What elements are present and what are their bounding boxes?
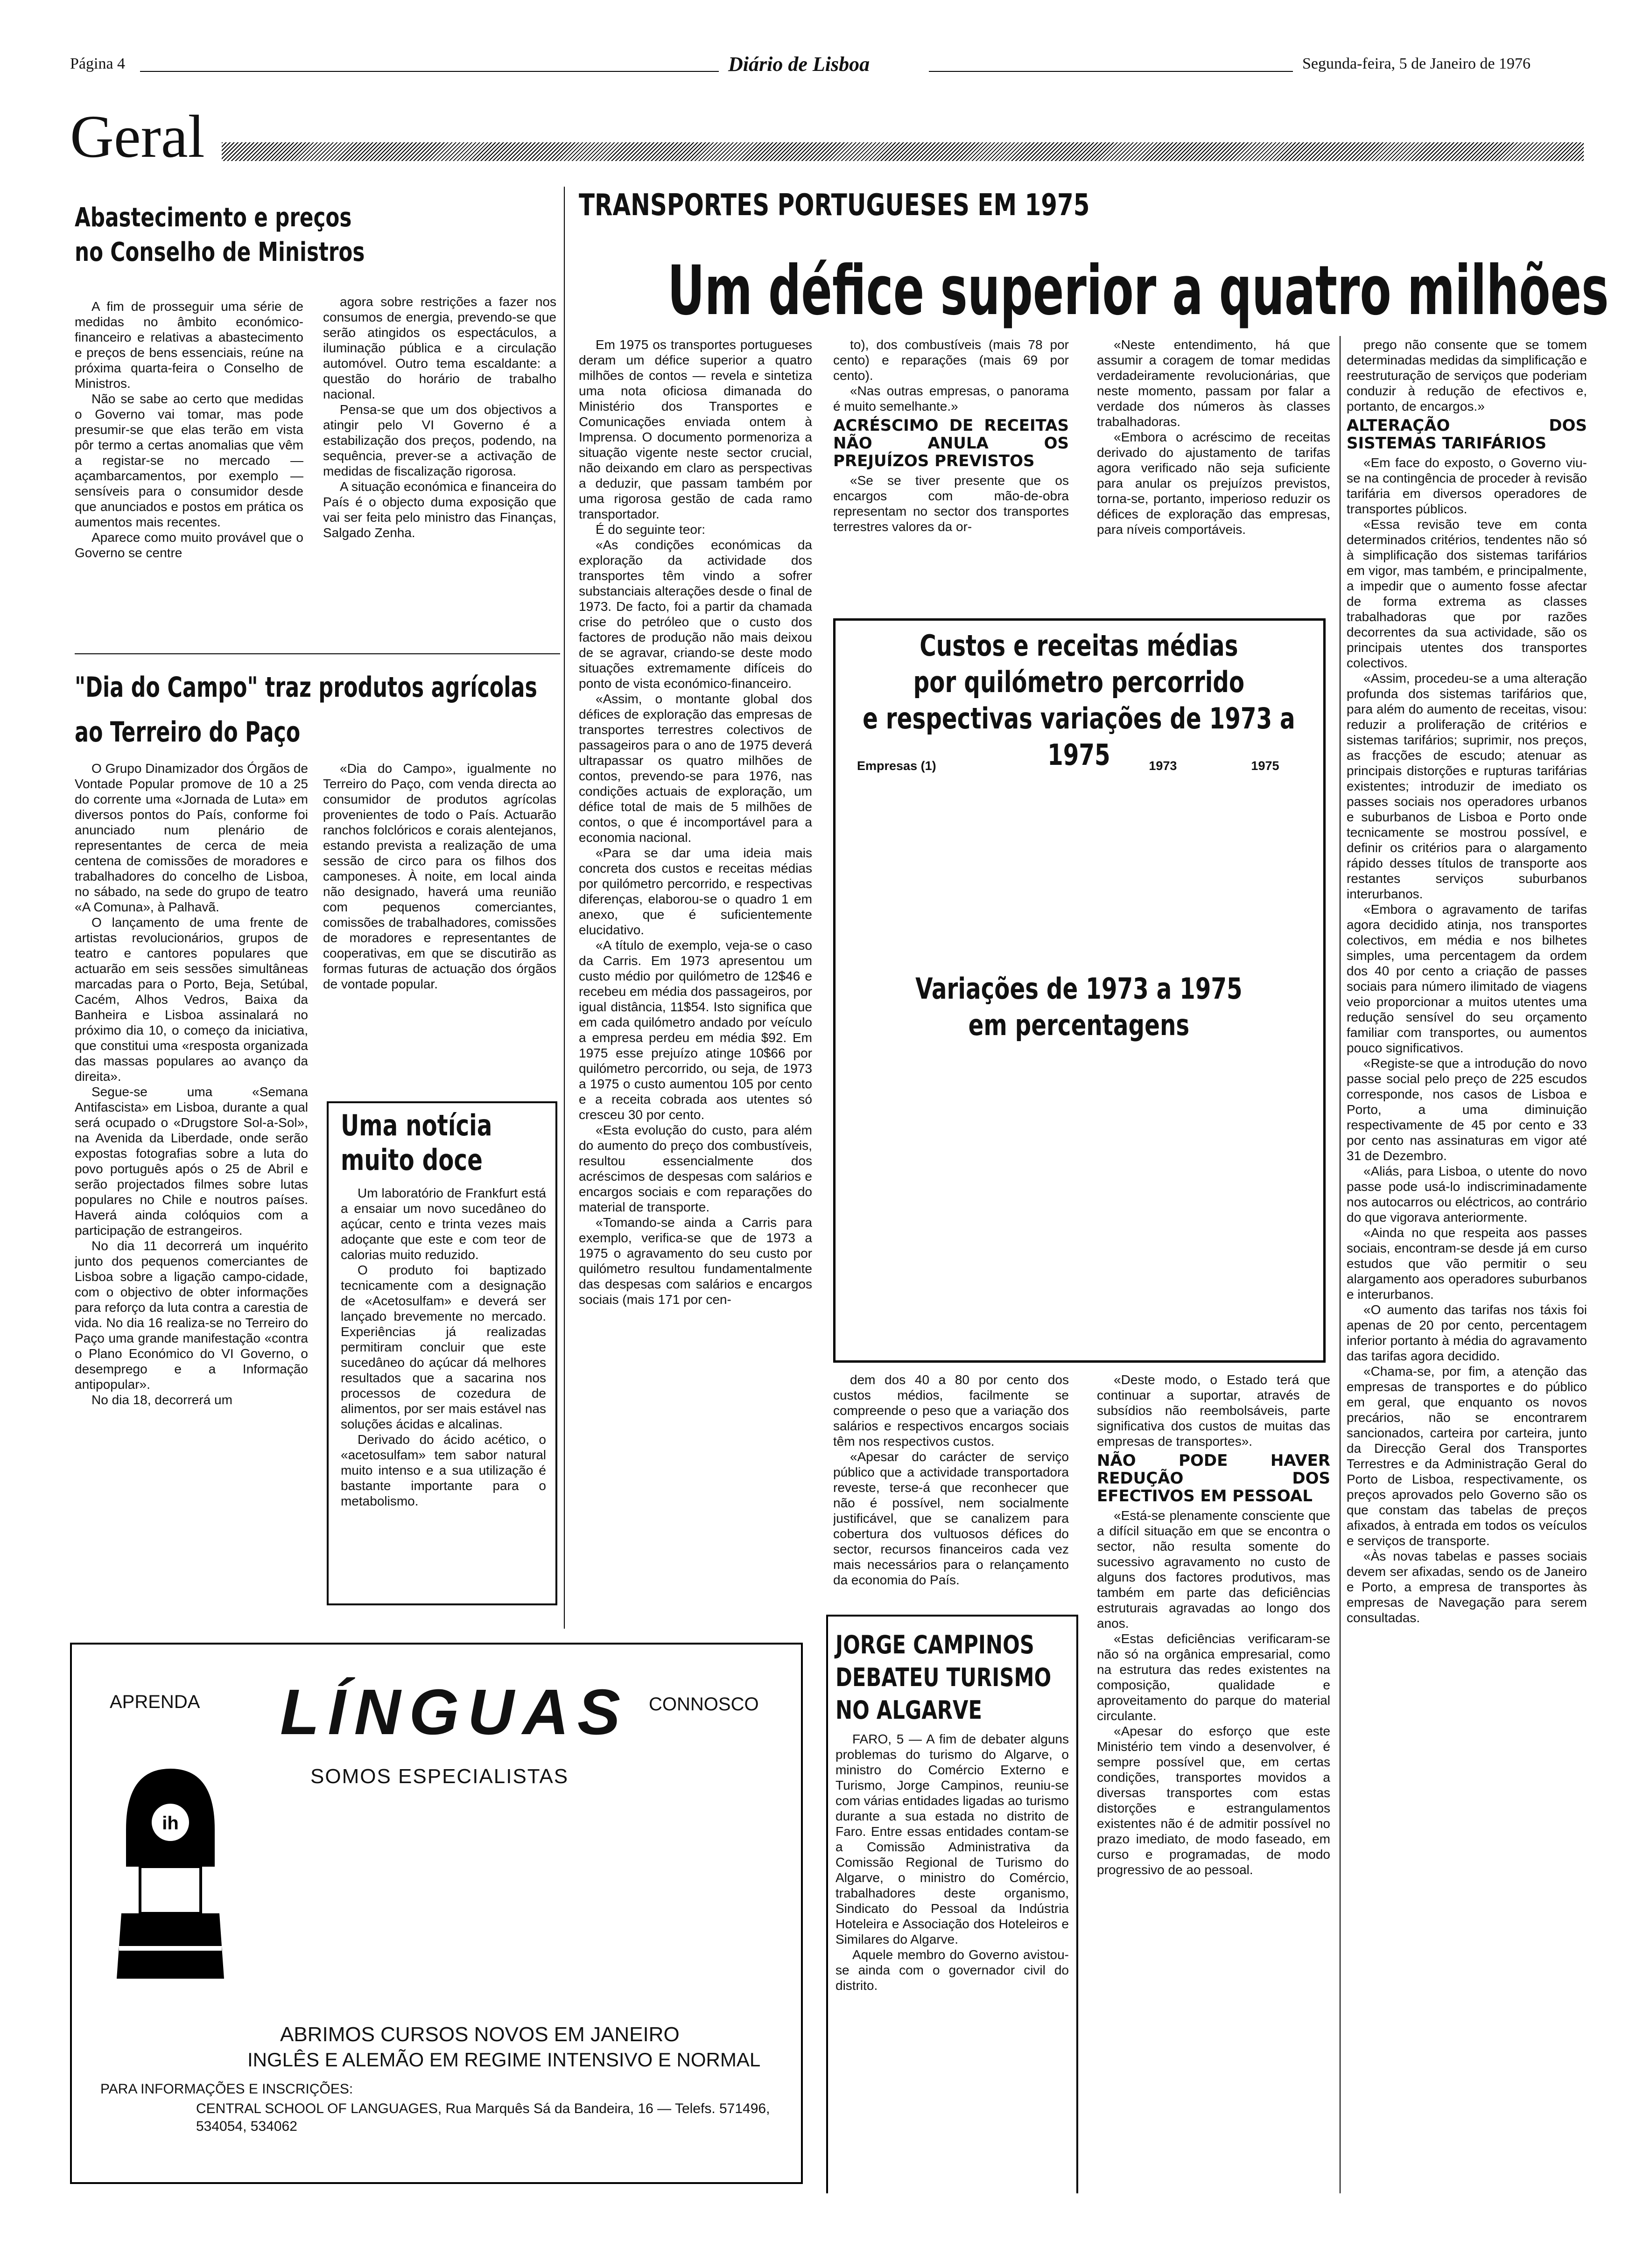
campinos-title-line3: NO ALGARVE — [836, 1695, 982, 1725]
sweetener-paragraph: Derivado do ácido acético, o «acetosulfam» tem sabor natural muito intenso e a sua utilização é bastante importante para o metabolismo. — [341, 1432, 546, 1508]
table1-head-company: Empresas (1) — [857, 759, 936, 773]
article1-bottom-rule — [75, 653, 560, 654]
article1-paragraph: A situação económica e financeira do País é o objecto duma exposição que vai ser feita pelo ministro das Finanças, Salgado Zenha. — [323, 479, 556, 540]
header-rule-right — [929, 71, 1293, 72]
guard-illustration — [107, 1759, 233, 1979]
ad-learn: APRENDA — [110, 1692, 200, 1712]
main-col3-top — [1097, 337, 1330, 608]
sweetener-paragraph: O produto foi baptizado tecnicamente com a designação de «Acetosulfam» e deverá ser lançado brevemente no mercado. Experiências já realizadas permitiram concluir que este sucedâneo do açúcar dá melhores resultados que a sacarina nos processos de cozedura de alimentos, por ser mais estável nas soluções ácidas e alcalinas. — [341, 1263, 546, 1431]
guard-face — [140, 1867, 201, 1913]
article2-paragraph: O Grupo Dinamizador dos Órgãos de Vontade Popular promove de 10 a 25 do corrente uma «Jornada de Luta» em diversos pontos do País, conforme foi anunciado num plenário de representantes de cerca de meia centena de comissões de moradores e trabalhadores do concelho de Lisboa, no sábado, na sede do grupo de teatro «A Comuna», à Palhavã. — [75, 761, 308, 914]
column-rule-main — [564, 187, 565, 1629]
page-date: Segunda-feira, 5 de Janeiro de 1976 — [1302, 55, 1531, 72]
main-paragraph: «Assim, procedeu-se a uma alteração profunda dos sistemas tarifários que, para além do aumento de receitas, visou: reduzir a proliferação de critérios e sistemas tarifários; suprimir, nos preços, as fracções de escudo; atenuar as principais distorções e rupturas tarifárias existentes; introduzir de imediato os passes sociais nos operadores urbanos e suburbanos de Lisboa e Porto onde tecnicamente se mostrou possível, e definir os critérios para o alargamento rápido desses títulos de transporte aos restantes serviços suburbanos interurbanos. — [1347, 671, 1587, 901]
ad-with-us: CONNOSCO — [649, 1694, 759, 1715]
main-paragraph: «Registe-se que a introdução do novo passe social pelo preço de 225 escudos corresponde, nos casos de Lisboa e Porto, a uma diminuição respectivamente de 45 por cento e 33 por cento nas assinaturas em vigor até 31 de Dezembro. — [1347, 1056, 1587, 1163]
sweetener-text — [341, 1185, 546, 1596]
article2-paragraph: «Dia do Campo», igualmente no Terreiro do Paço, com venda directa ao consumidor de produtos agrícolas provenientes de todo o País. Actuarão ranchos folclóricos e corais alentejanos, estando prevista a realização de uma sessão de circo para os filhos dos camponeses. À noite, em local ainda não designado, haverá uma reunião com pequenos comerciantes, comissões de trabalhadores, comissões de moradores e representantes de cooperativas, em que se discutirão as formas futuras de actuação dos órgãos de vontade popular. — [323, 761, 556, 991]
main-col4 — [1347, 337, 1587, 2185]
main-paragraph: «Aliás, para Lisboa, o utente do novo passe pode usá-lo indiscriminadamente nos autocarros ou eléctricos, ao contrário do que vigorava anteriormente. — [1347, 1164, 1587, 1225]
header-rule-left — [140, 71, 719, 72]
main-paragraph: «Está-se plenamente consciente que a difícil situação em que se encontra o sector, não resulta somente do sucessivo agravamento no custo de alguns dos factores produtivos, mas também em parte das deficiências estruturais agravadas ao longo dos anos. — [1097, 1508, 1330, 1631]
table1-title-line3: e respectivas variações de 1973 a 1975 — [863, 701, 1295, 772]
main-paragraph: «As condições económicas da exploração da actividade dos transportes têm vindo a sofrer substanciais alterações desde o final de 1973. De facto, foi a partir da chamada crise do petróleo que o custo dos factores de produção não mais deixou de se agravar, criando-se deste modo situações extremamente difíceis do ponto de vista económico-financeiro. — [579, 538, 812, 691]
article2-paragraph: No dia 11 decorrerá um inquérito junto dos pequenos comerciantes de Lisboa sobre a ligação campo-cidade, com o objectivo de obter informações para reforço da luta contra a carestia de vida. No dia 16 realiza-se no Terreiro do Paço uma grande manifestação «contra o Plano Económico do VI Governo, o desemprego e a Informação antipopular». — [75, 1239, 308, 1392]
subhead-tarifarios: ALTERAÇÃO DOS SISTEMAS TARIFÁRIOS — [1347, 416, 1587, 453]
article2-title-line1: "Dia do Campo" traz produtos agrícolas — [75, 671, 537, 704]
article1-title-line1: Abastecimento e preços — [75, 203, 352, 233]
article1-paragraph: A fim de prosseguir uma série de medidas no âmbito económico-financeiro e relativas a abastecimento e preços de bens essenciais, reúne na próxima quarta-feira o Conselho de Ministros. — [75, 299, 303, 391]
main-col1 — [579, 337, 812, 1625]
page-number: Página 4 — [70, 55, 126, 72]
subhead-receitas: ACRÉSCIMO DE RECEITAS NÃO ANULA OS PREJUÍZOS PREVISTOS — [833, 416, 1069, 470]
section-hatch-bar — [222, 142, 1584, 161]
article2-title — [75, 665, 537, 755]
newspaper-name: Diário de Lisboa — [728, 53, 870, 76]
column-rule-right — [1340, 336, 1341, 2193]
table2-title — [850, 971, 1308, 1043]
main-paragraph: «Para se dar uma ideia mais concreta dos custos e receitas médias por quilómetro percorrido, e respectivas diferenças, elaborou-se o quadro 1 em anexo, que é suficientemente elucidativo. — [579, 846, 812, 937]
main-paragraph: «Apesar do esforço que este Ministério tem vindo a desenvolver, é sempre possível que, em certas condições, transportes movidos a diversas transportes com estas distorções e estrangulamentos existentes não é de admitir possível no prazo imediato, de modo faseado, em curso e programadas, de modo progressivo de ao pessoal. — [1097, 1724, 1330, 1877]
main-paragraph: «Embora o acréscimo de receitas derivado do ajustamento de tarifas agora verificado não seja suficiente para anular os prejuízos previstos, torna-se, portanto, imperioso reduzir os défices de exploração das empresas, para níveis comportáveis. — [1097, 430, 1330, 537]
article1-col1 — [75, 299, 303, 639]
ad-info-line1: PARA INFORMAÇÕES E INSCRIÇÕES: — [100, 2081, 353, 2097]
main-paragraph: «Apesar do carácter de serviço público que a actividade transportadora reveste, terse-á que reconhecer que não é possível, nem socialmente justificável, que se canalizem para cobertura dos vultuosos défices do sector, recursos financeiros cada vez mais necessários para o relançamento da economia do País. — [833, 1449, 1069, 1587]
table1-title-line1: Custos e receitas médias — [920, 629, 1238, 663]
article1-paragraph: Pensa-se que um dos objectivos a atingir pelo VI Governo é a estabilização dos preços, podendo, na sequência, prever-se a activação de medidas de fiscalização rigorosa. — [323, 402, 556, 478]
sweetener-title-line1: Uma notícia — [341, 1108, 492, 1142]
article1-paragraph: Aparece como muito provável que o Governo se centre — [75, 530, 303, 560]
main-col3-bottom — [1097, 1372, 1330, 2268]
article1-title — [75, 201, 365, 270]
main-paragraph: «Em face do exposto, o Governo viu-se na contingência de proceder à revisão tarifária em diversos operadores de transportes públicos. — [1347, 455, 1587, 516]
article1-title-line2: no Conselho de Ministros — [75, 237, 365, 267]
sweetener-title-line2: muito doce — [341, 1143, 483, 1177]
main-paragraph: «Se se tiver presente que os encargos com mão-de-obra representam no sector dos transportes terrestres valores da or- — [833, 473, 1069, 534]
main-paragraph: Em 1975 os transportes portugueses deram um défice superior a quatro milhões de contos — revela e sintetiza uma nota oficiosa dimanada do Ministério dos Transportes e Comunicações enviada ontem à Imprensa. O documento pormenoriza a situação vigente neste sector crucial, não deixando em claro as perspectivas a deduzir, que passam também por uma rigorosa gestão de cada ramo transportador. — [579, 337, 812, 521]
article2-paragraph: Segue-se uma «Semana Antifascista» em Lisboa, durante a qual será ocupado o «Drugstore Sol-a-Sol», na Avenida da Liberdade, onde serão expostas fotografias sobre a luta do povo português após o 25 de Abril e serão projectados filmes sobre lutas populares no Chile e noutros países. Haverá ainda colóquios com a participação de estrangeiros. — [75, 1085, 308, 1238]
table-notes — [854, 1206, 1312, 1356]
article1-col2 — [323, 294, 556, 635]
article2-title-line2: ao Terreiro do Paço — [75, 716, 301, 749]
main-paragraph: «Embora o agravamento de tarifas agora decidido atinja, nos transportes colectivos, em média e nos bilhetes simples, uma percentagem da ordem dos 40 por cento a criação de passes sociais para número ilimitado de viagens veio proporcionar a muitos utentes uma redução sensível do seu orçamento familiar com transportes, ou aumentos pouco significativos. — [1347, 902, 1587, 1055]
campinos-title-line1: JORGE CAMPINOS — [836, 1630, 1034, 1659]
main-paragraph: «Esta evolução do custo, para além do aumento do preço dos combustíveis, resultou essencialmente dos acréscimos de despesas com salários e encargos sociais e com reparações do material de transporte. — [579, 1123, 812, 1214]
main-paragraph: «Essa revisão teve em conta determinados critérios, tendentes não só à simplificação dos sistemas tarifários em vigor, mas também, e principalmente, a impedir que o aumento fosse afectar de forma extrema as classes trabalhadoras que por razões decorrentes da sua actividade, são os principais utentes dos transportes colectivos. — [1347, 517, 1587, 670]
article2-col1 — [75, 761, 308, 1624]
main-paragraph: É do seguinte teor: — [596, 522, 706, 537]
table1-head-1975: 1975 — [1251, 759, 1279, 773]
campinos-text — [836, 1731, 1069, 2184]
article2-paragraph: O lançamento de uma frente de artistas revolucionários, grupos de teatro e cantores populares que actuarão em seis sessões simultâneas marcadas para o Porto, Beja, Setúbal, Cacém, Alhos Vedros, Baixa da Banheira e Lisboa assinalará no próximo dia 10, o começo da iniciativa, que constitui uma «resposta organizada das massas populares ao avanço da direita». — [75, 915, 308, 1084]
table1-head-1973: 1973 — [1149, 759, 1177, 773]
main-paragraph: prego não consente que se tomem determinadas medidas da simplificação e reestruturação de serviços que poderiam conduzir à redução de efectivos e, portanto, de encargos.» — [1347, 337, 1587, 413]
section-title: Geral — [70, 103, 205, 170]
campinos-title — [836, 1629, 1051, 1727]
sweetener-title — [341, 1108, 492, 1177]
main-paragraph: «Neste entendimento, há que assumir a coragem de tomar medidas verdadeiramente revolucionárias, que neste momento, passam por falar a verdade dos números às classes trabalhadoras. — [1097, 337, 1330, 429]
table1-title-line2: por quilómetro percorrido — [913, 665, 1245, 699]
ad-info-line2: CENTRAL SCHOOL OF LANGUAGES, Rua Marquês Sá da Bandeira, 16 — Telefs. 571496, 534054, 534062 — [196, 2101, 770, 2134]
ad-open-line1: ABRIMOS CURSOS NOVOS EM JANEIRO — [280, 2023, 680, 2046]
sweetener-paragraph: Um laboratório de Frankfurt está a ensaiar um novo sucedâneo do açúcar, cento e trinta vezes mais adoçante que este e com teor de calorias muito reduzido. — [341, 1186, 546, 1262]
campinos-title-line2: DEBATEU TURISMO — [836, 1663, 1052, 1692]
article2-col2 — [323, 761, 556, 1078]
main-paragraph: «Deste modo, o Estado terá que continuar a suportar, através de subsídios não reembolsáveis, parte significativa dos custos de muitas das empresas de transportes». — [1097, 1372, 1330, 1449]
main-paragraph: to), dos combustíveis (mais 78 por cento) e reparações (mais 69 por cento). — [833, 337, 1069, 383]
article2-paragraph: No dia 18, decorrerá um — [91, 1393, 232, 1407]
campinos-paragraph: FARO, 5 — A fim de debater alguns problemas do turismo do Algarve, o ministro do Comércio Externo e Turismo, Jorge Campinos, reuniu-se com várias entidades ligadas ao turismo durante a sua estada no distrito de Faro. Entre essas entidades contam-se a Comissão Administrativa da Comissão Regional de Turismo do Algarve, o ministro do Comércio, trabalhadores deste organismo, Sindicato do Pessoal da Indústria Hoteleira e Associação dos Hoteleiros e Similares do Algarve. — [836, 1732, 1069, 1946]
table1 — [854, 758, 1316, 774]
table1-title — [850, 628, 1308, 773]
ad-languages: LÍNGUAS — [280, 1676, 629, 1748]
ih-logo: ih — [162, 1813, 179, 1834]
table2-title-line1: Variações de 1973 a 1975 — [915, 972, 1243, 1006]
main-paragraph: «Ainda no que respeita aos passes sociais, encontram-se desde já em curso estudos que vão permitir o seu alargamento aos operadores suburbanos e interurbanos. — [1347, 1225, 1587, 1302]
table2-title-line2: em percentagens — [968, 1008, 1190, 1042]
main-col2-bottom — [833, 1372, 1069, 1605]
main-kicker: TRANSPORTES PORTUGUESES EM 1975 — [579, 188, 1090, 223]
main-paragraph: dem dos 40 a 80 por cento dos custos médios, facilmente se compreende o peso que a variação dos salários e respectivos encargos sociais têm nos respectivos custos. — [833, 1372, 1069, 1449]
main-paragraph: «Assim, o montante global dos défices de exploração das empresas de transportes terrestres colectivos de passageiros para o ano de 1975 deverá ultrapassar os quatro milhões de contos, prevendo-se para 1976, nas condições actuais de exploração, um défice total de mais de 5 milhões de contos, o que é incomportável para a economia nacional. — [579, 692, 812, 845]
main-paragraph: «Tomando-se ainda a Carris para exemplo, verifica-se que de 1973 a 1975 o agravamento do seu custo por quilómetro resultou fundamentalmente das despesas com salários e encargos sociais (mais 171 por cen- — [579, 1215, 812, 1307]
campinos-paragraph: Aquele membro do Governo avistou-se ainda com o governador civil do distrito. — [836, 1947, 1069, 1993]
main-headline: Um défice superior a quatro milhões — [667, 251, 1609, 330]
ad-specialists: SOMOS ESPECIALISTAS — [310, 1765, 569, 1788]
ad-open-line2: INGLÊS E ALEMÃO EM REGIME INTENSIVO E NORMAL — [247, 2049, 761, 2071]
subhead-efectivos: NÃO PODE HAVER REDUÇÃO DOS EFECTIVOS EM PESSOAL — [1097, 1451, 1330, 1505]
main-paragraph: «A título de exemplo, veja-se o caso da Carris. Em 1973 apresentou um custo médio por quilómetro de 12$46 e recebeu em média dos passageiros, por igual distância, 11$54. Isto significa que em cada quilómetro andado por veículo a empresa perdeu em média $92. Em 1975 esse prejuízo atinge 10$66 por quilómetro percorrido, ou seja, de 1973 a 1975 o custo aumentou 105 por cento e a receita cobrada aos utentes só cresceu 30 por cento. — [579, 938, 812, 1122]
article1-paragraph: agora sobre restrições a fazer nos consumos de energia, prevendo-se que serão atingidos os espectáculos, a iluminação pública e a circulação automóvel. Outro tema escaldante: a questão do horário de trabalho nacional. — [323, 294, 556, 401]
main-paragraph: «Às novas tabelas e passes sociais devem ser afixadas, sendo os de Janeiro e Porto, a empresa de transportes às empresas de Navegação para serem consultadas. — [1347, 1549, 1587, 1625]
main-paragraph: «Nas outras empresas, o panorama é muito semelhante.» — [833, 384, 1069, 413]
main-paragraph: «Chama-se, por fim, a atenção das empresas de transportes e do público em geral, que enquanto os novos precários, não se encontrarem sancionados, carteira por carteira, junto da Direcção Geral dos Transportes Terrestres e da Administração Geral do Porto de Lisboa, respectivamente, os preços aprovados pelo Governo são os que constam das tabelas de preços afixados, à entrada em todos os veículos e serviços de transporte. — [1347, 1364, 1587, 1548]
main-paragraph: «O aumento das tarifas nos táxis foi apenas de 20 por cento, percentagem inferior portanto à média do agravamento das tarifas agora decidido. — [1347, 1302, 1587, 1363]
article1-paragraph: Não se sabe ao certo que medidas o Governo vai tomar, mas pode presumir-se que elas terão em vista pôr termo a certas anomalias que vêm a registar-se no mercado — açambarcamentos, por exemplo — sensíveis para o consumidor desde que anunciados e postos em prática os aumentos mais recentes. — [75, 392, 303, 529]
main-paragraph: «Estas deficiências verificaram-se não só na orgânica empresarial, como na estrutura das redes existentes na composição, qualidade e aproveitamento do parque do material circulante. — [1097, 1631, 1330, 1723]
